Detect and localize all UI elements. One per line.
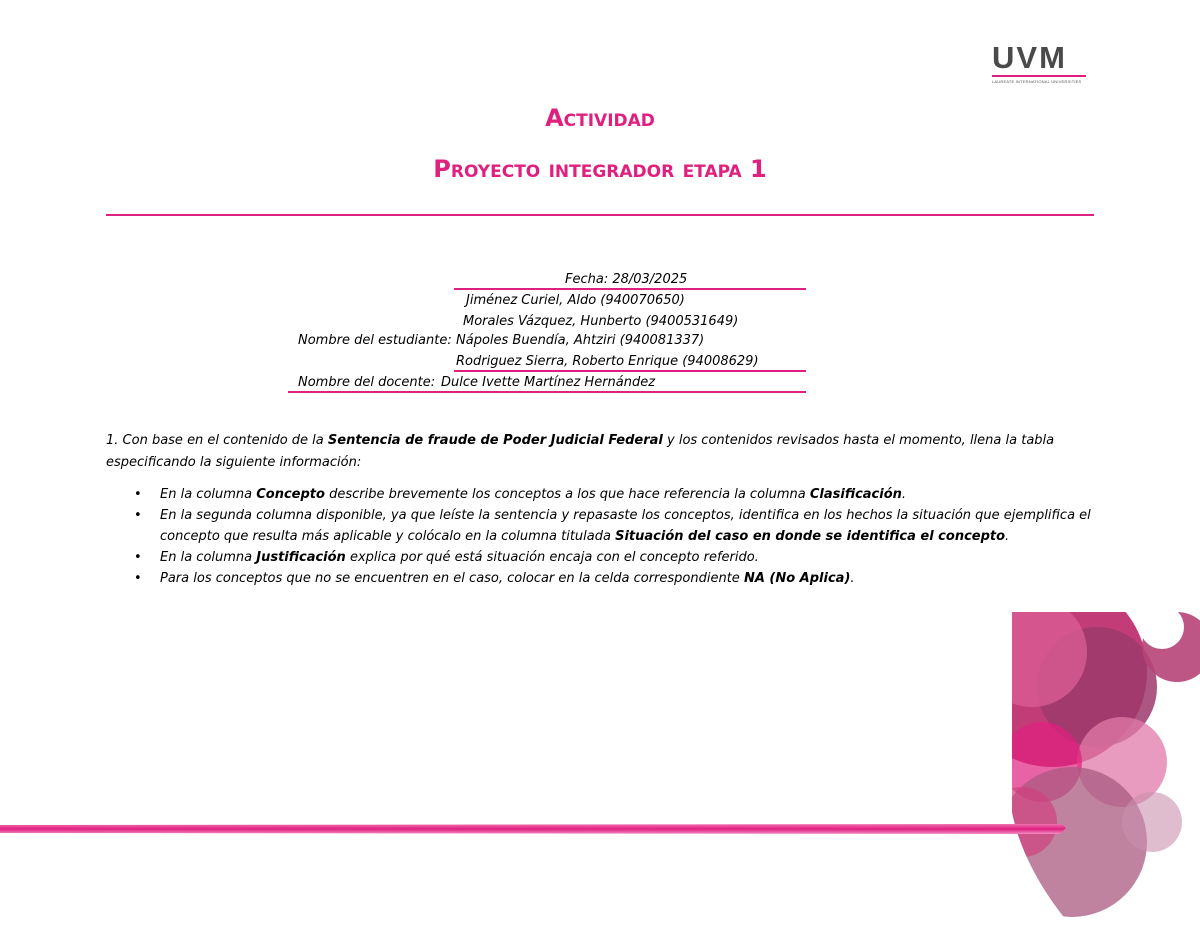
bullet-text: Para los conceptos que no se encuentren en el caso, colocar en la celda correspondiente bbox=[160, 571, 744, 586]
date-underline bbox=[454, 288, 806, 290]
instructions-text-c: y los contenidos revisados hasta el momento, llena la tabla especificando la siguiente información: bbox=[106, 433, 1055, 470]
bullet-text: explica por qué está situación encaja con el concepto referido. bbox=[345, 550, 759, 565]
student-name-3: Nápoles Buendía, Ahtziri (940081337) bbox=[456, 333, 705, 348]
bullet-bold: NA (No Aplica) bbox=[743, 571, 851, 586]
bullet-text: . bbox=[901, 487, 907, 502]
pink-brush-band bbox=[0, 822, 1070, 836]
teacher-label: Nombre del docente: bbox=[298, 375, 436, 390]
teacher-name: Dulce Ivette Martínez Hernández bbox=[441, 375, 656, 390]
teacher-underline bbox=[288, 391, 806, 393]
bullet-text: En la segunda columna disponible, ya que leíste la sentencia y repasaste los conceptos, identifica en los hechos la situación que ejemplifica el concepto que resulta más aplicable y colócalo en la columna titulada bbox=[160, 508, 1091, 544]
bullet-text: En la columna bbox=[160, 550, 257, 565]
list-item bbox=[106, 547, 1096, 568]
student-name-1: Jiménez Curiel, Aldo (940070650) bbox=[466, 293, 685, 308]
instructions-text-a: Con base en el contenido de la bbox=[118, 433, 328, 448]
list-item bbox=[106, 568, 1096, 589]
instructions-bold-ruling: Sentencia de fraude de Poder Judicial Federal bbox=[327, 433, 663, 448]
logo-subtitle: LAUREATE INTERNATIONAL UNIVERSITIES bbox=[992, 79, 1082, 84]
bullet-text: . bbox=[1005, 529, 1010, 544]
instructions-list bbox=[106, 484, 1096, 589]
bullet-bold: Concepto bbox=[256, 487, 325, 502]
date-field: Fecha: 28/03/2025 bbox=[565, 272, 688, 287]
bullet-bold: Clasificación bbox=[809, 487, 902, 502]
title-divider bbox=[106, 214, 1094, 216]
bullet-icon: • bbox=[134, 571, 142, 586]
instructions-number: 1. bbox=[106, 433, 119, 448]
bullet-bold: Situación del caso en donde se identifica el concepto bbox=[615, 529, 1006, 544]
list-item bbox=[106, 505, 1096, 547]
uvm-logo bbox=[992, 42, 1088, 84]
students-underline bbox=[454, 370, 806, 372]
student-name-4: Rodriguez Sierra, Roberto Enrique (94008629) bbox=[456, 354, 759, 369]
activity-title: Actividad bbox=[545, 104, 655, 132]
logo-bar bbox=[992, 75, 1086, 77]
decorative-circles-graphic bbox=[1012, 612, 1200, 927]
bullet-bold: Justificación bbox=[256, 550, 346, 565]
student-label: Nombre del estudiante: bbox=[298, 333, 452, 348]
project-title: Proyecto integrador etapa 1 bbox=[433, 155, 767, 183]
bullet-icon: • bbox=[134, 550, 142, 565]
logo-text: UVM bbox=[992, 40, 1067, 75]
bullet-text: describe brevemente los conceptos a los que hace referencia la columna bbox=[324, 487, 810, 502]
bullet-icon: • bbox=[134, 508, 142, 523]
student-name-2: Morales Vázquez, Hunberto (9400531649) bbox=[463, 314, 739, 329]
bullet-icon: • bbox=[134, 487, 142, 502]
bullet-text: En la columna bbox=[160, 487, 257, 502]
bullet-text: . bbox=[850, 571, 855, 586]
list-item bbox=[106, 484, 1096, 505]
instructions-paragraph bbox=[106, 430, 1096, 474]
